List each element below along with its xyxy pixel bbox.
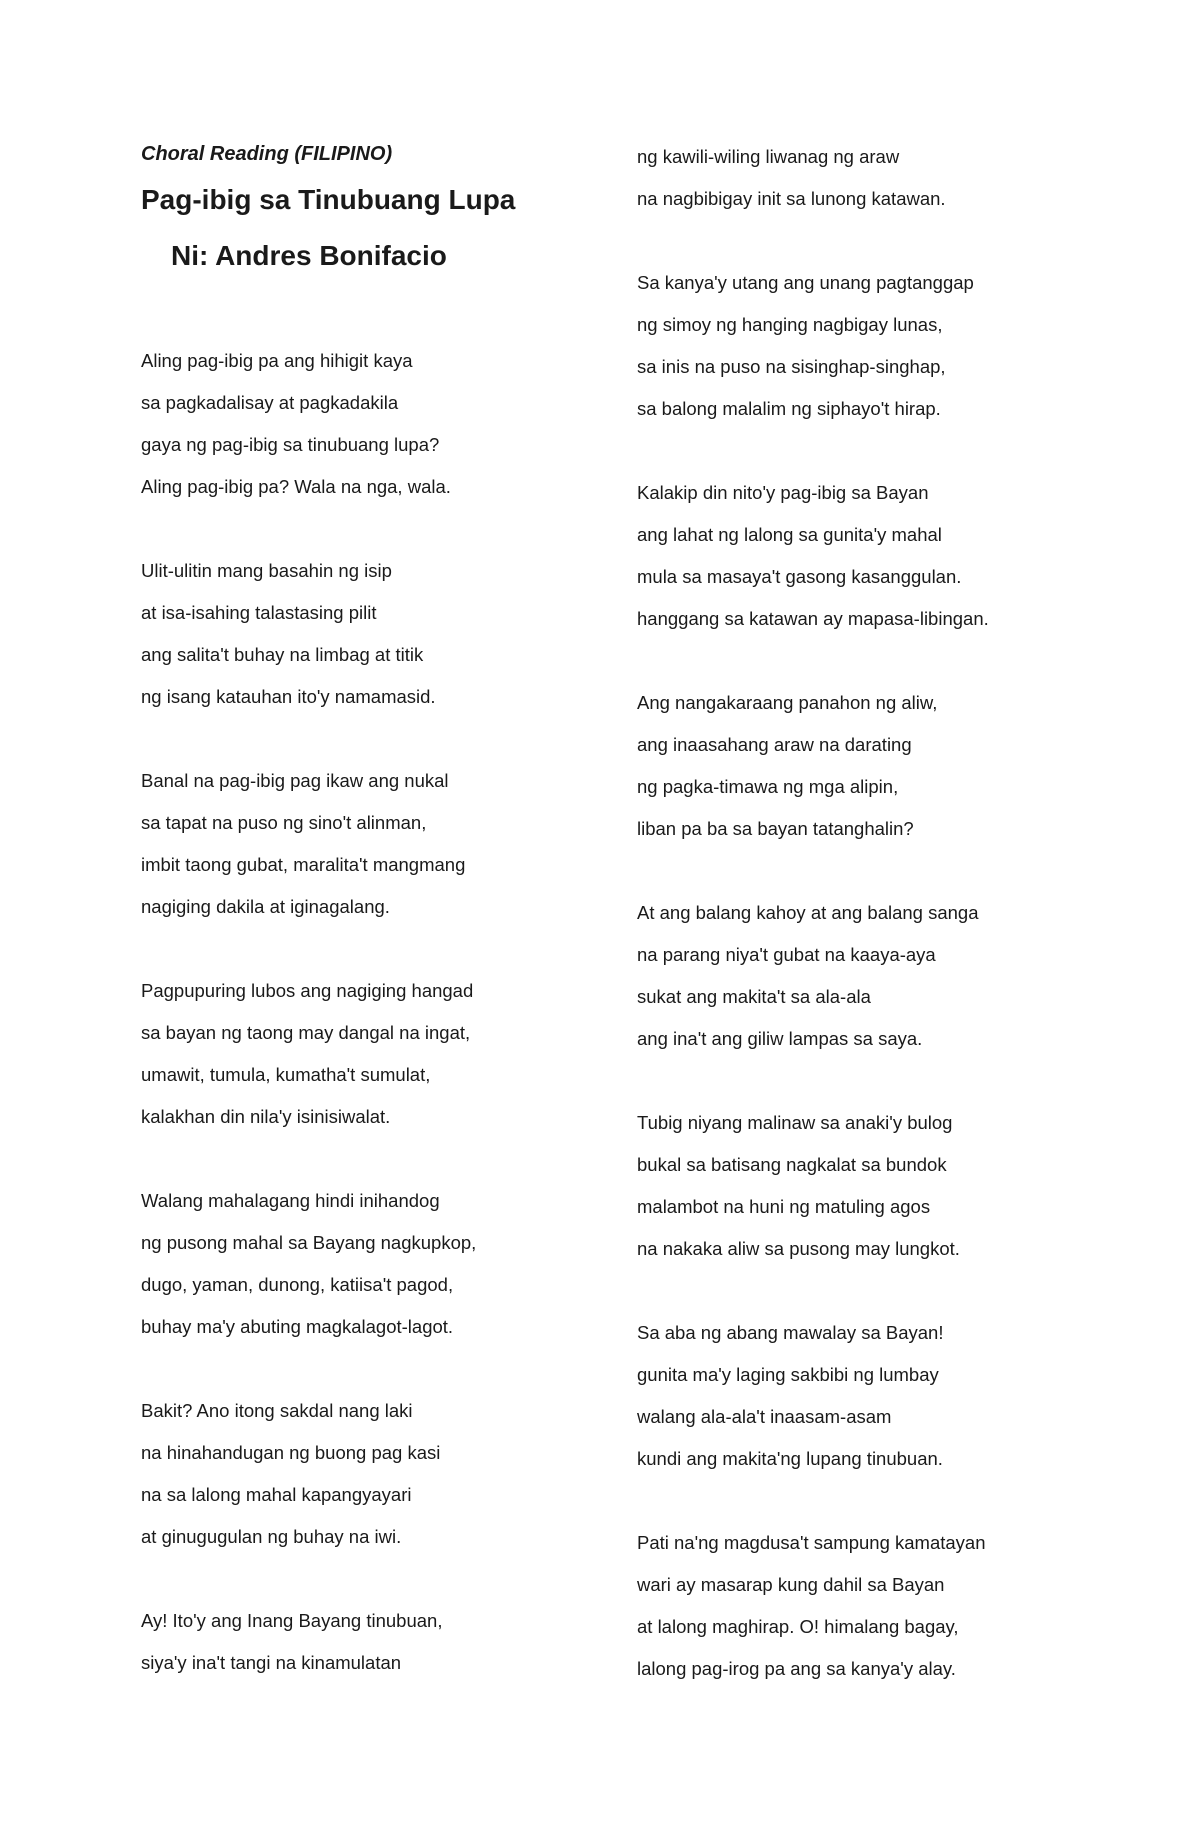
poem-line: imbit taong gubat, maralita't mangmang: [141, 854, 466, 875]
poem-line: Pati na'ng magdusa't sampung kamatayan: [637, 1532, 986, 1553]
poem-line: lalong pag-irog pa ang sa kanya'y alay.: [637, 1658, 956, 1679]
poem-line: at lalong maghirap. O! himalang bagay,: [637, 1616, 959, 1637]
poem-line: ang inaasahang araw na darating: [637, 734, 912, 755]
poem-line: na sa lalong mahal kapangyayari: [141, 1484, 412, 1505]
poem-line: sa pagkadalisay at pagkadakila: [141, 392, 399, 413]
poem-line: nagiging dakila at iginagalang.: [141, 896, 390, 917]
poem-line: siya'y ina't tangi na kinamulatan: [141, 1652, 402, 1673]
poem-line: Banal na pag-ibig pag ikaw ang nukal: [141, 770, 449, 791]
poem-line: Pagpupuring lubos ang nagiging hangad: [141, 980, 474, 1001]
stanza-6: [141, 1390, 611, 1558]
poem-line: malambot na huni ng matuling agos: [637, 1196, 931, 1217]
poem-line: na nakaka aliw sa pusong may lungkot.: [637, 1238, 960, 1259]
stanza-9: [637, 472, 1137, 640]
poem-line: ang salita't buhay na limbag at titik: [141, 644, 424, 665]
stanza-3: [141, 760, 611, 928]
poem-line: Bakit? Ano itong sakdal nang laki: [141, 1400, 413, 1421]
stanza-10: [637, 682, 1137, 850]
poem-line: gaya ng pag-ibig sa tinubuang lupa?: [141, 434, 440, 455]
poem-line: Aling pag-ibig pa? Wala na nga, wala.: [141, 476, 451, 497]
right-column: [637, 136, 1137, 1732]
poem-line: sa balong malalim ng siphayo't hirap.: [637, 398, 941, 419]
stanza-13: [637, 1312, 1137, 1480]
poem-line: dugo, yaman, dunong, katiisa't pagod,: [141, 1274, 454, 1295]
stanza-12: [637, 1102, 1137, 1270]
stanza-7-part-1: [141, 1600, 611, 1684]
poem-line: at ginugugulan ng buhay na iwi.: [141, 1526, 402, 1547]
poem-line: Tubig niyang malinaw sa anaki'y bulog: [637, 1112, 953, 1133]
poem-line: ng simoy ng hanging nagbigay lunas,: [637, 314, 943, 335]
poem-line: ng isang katauhan ito'y namamasid.: [141, 686, 436, 707]
left-column: [141, 136, 611, 1726]
stanza-11: [637, 892, 1137, 1060]
poem-line: Aling pag-ibig pa ang hihigit kaya: [141, 350, 413, 371]
header-label: Choral Reading (FILIPINO): [141, 143, 393, 165]
poem-line: liban pa ba sa bayan tatanghalin?: [637, 818, 914, 839]
poem-line: kundi ang makita'ng lupang tinubuan.: [637, 1448, 943, 1469]
poem-line: buhay ma'y abuting magkalagot-lagot.: [141, 1316, 454, 1337]
poem-line: ng pagka-timawa ng mga alipin,: [637, 776, 899, 797]
poem-title: Pag-ibig sa Tinubuang Lupa: [141, 184, 516, 215]
poem-line: Ulit-ulitin mang basahin ng isip: [141, 560, 392, 581]
poem-line: sa bayan ng taong may dangal na ingat,: [141, 1022, 471, 1043]
poem-line: Sa aba ng abang mawalay sa Bayan!: [637, 1322, 944, 1343]
poem-line: Ay! Ito'y ang Inang Bayang tinubuan,: [141, 1610, 443, 1631]
poem-line: sa tapat na puso ng sino't alinman,: [141, 812, 427, 833]
poem-line: sukat ang makita't sa ala-ala: [637, 986, 871, 1007]
stanza-8: [637, 262, 1137, 430]
poem-line: Sa kanya'y utang ang unang pagtanggap: [637, 272, 974, 293]
poem-line: na parang niya't gubat na kaaya-aya: [637, 944, 936, 965]
poem-line: ng pusong mahal sa Bayang nagkupkop,: [141, 1232, 477, 1253]
poem-line: bukal sa batisang nagkalat sa bundok: [637, 1154, 947, 1175]
poem-line: ang lahat ng lalong sa gunita'y mahal: [637, 524, 942, 545]
poem-line: ng kawili-wiling liwanag ng araw: [637, 146, 900, 167]
poem-line: umawit, tumula, kumatha't sumulat,: [141, 1064, 431, 1085]
poem-line: Ang nangakaraang panahon ng aliw,: [637, 692, 938, 713]
stanza-4: [141, 970, 611, 1138]
poem-line: wari ay masarap kung dahil sa Bayan: [637, 1574, 945, 1595]
poem-line: mula sa masaya't gasong kasanggulan.: [637, 566, 962, 587]
poem-line: Kalakip din nito'y pag-ibig sa Bayan: [637, 482, 929, 503]
poem-line: na nagbibigay init sa lunong katawan.: [637, 188, 946, 209]
poem-line: hanggang sa katawan ay mapasa-libingan.: [637, 608, 989, 629]
poem-line: sa inis na puso na sisinghap-singhap,: [637, 356, 946, 377]
stanza-1: [141, 340, 611, 508]
stanza-14: [637, 1522, 1137, 1690]
poem-line: walang ala-ala't inaasam-asam: [637, 1406, 892, 1427]
poem-line: gunita ma'y laging sakbibi ng lumbay: [637, 1364, 939, 1385]
poem-line: at isa-isahing talastasing pilit: [141, 602, 377, 623]
poem-line: Walang mahalagang hindi inihandog: [141, 1190, 440, 1211]
poem-line: At ang balang kahoy at ang balang sanga: [637, 902, 979, 923]
poem-line: ang ina't ang giliw lampas sa saya.: [637, 1028, 923, 1049]
stanza-2: [141, 550, 611, 718]
stanza-7-part-2: [637, 136, 1137, 220]
stanza-5: [141, 1180, 611, 1348]
poem-line: na hinahandugan ng buong pag kasi: [141, 1442, 441, 1463]
poem-line: kalakhan din nila'y isinisiwalat.: [141, 1106, 391, 1127]
poem-author: Ni: Andres Bonifacio: [171, 240, 447, 271]
